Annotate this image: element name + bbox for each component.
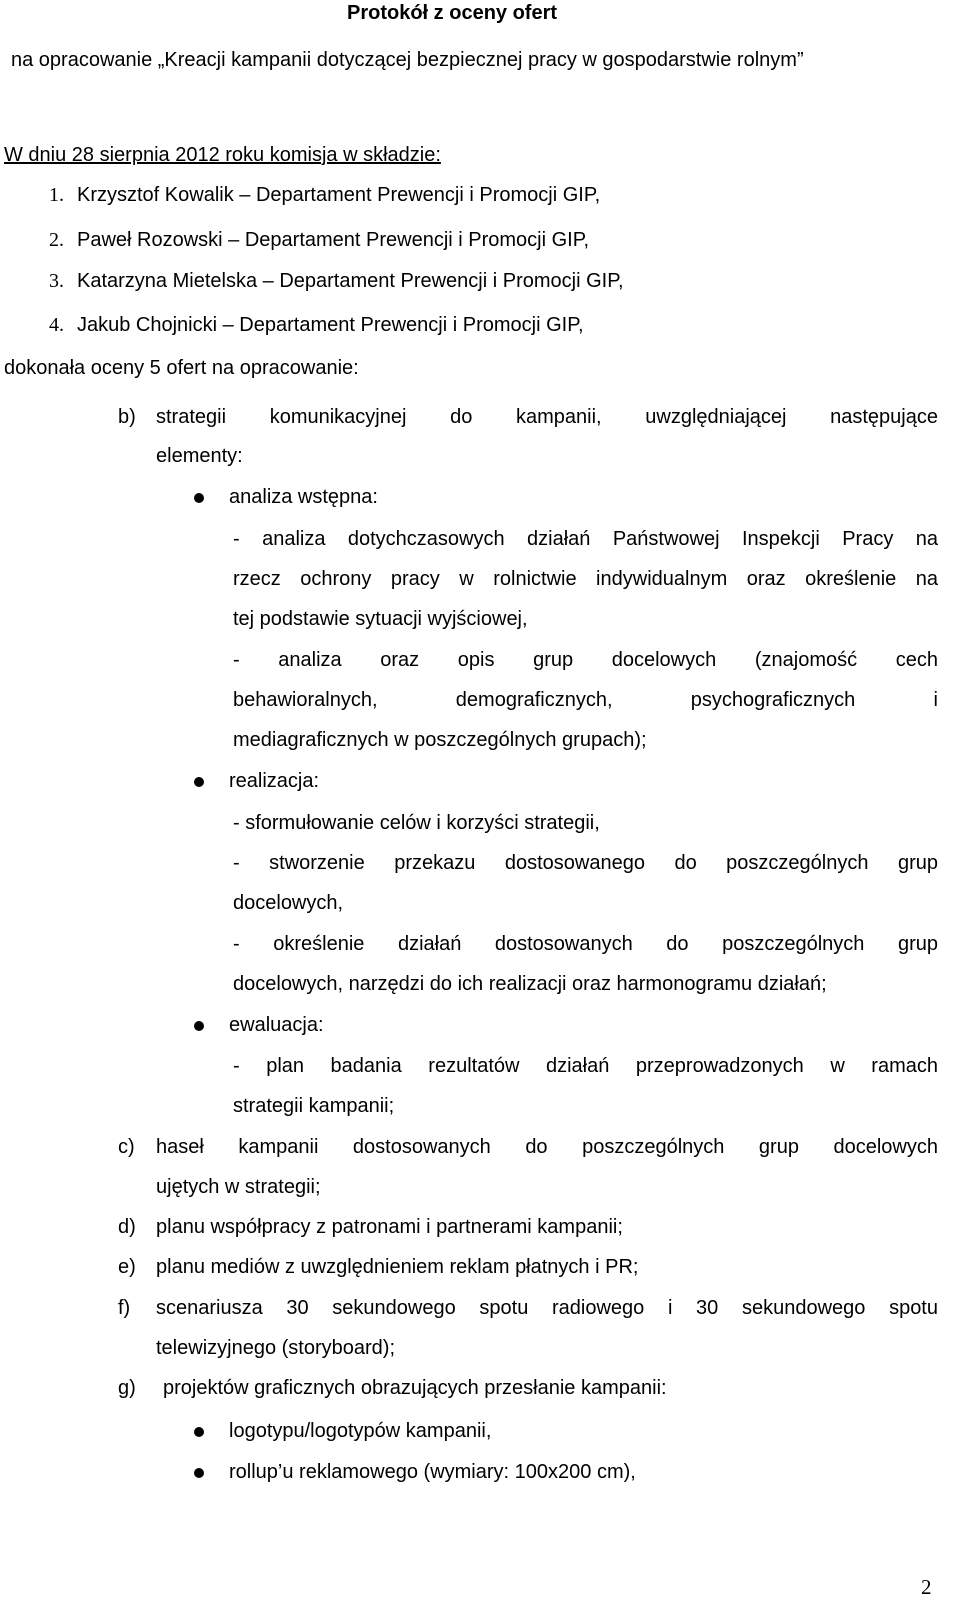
bullet-text-line: tej podstawie sytuacji wyjściowej, (233, 608, 528, 630)
document-subtitle: na opracowanie „Kreacji kampanii dotyczącej bezpiecznej pracy w gospodarstwie rolnym” (11, 49, 804, 71)
item-g-text: projektów graficznych obrazujących przesłanie kampanii: (163, 1377, 667, 1399)
bullet-icon (194, 1427, 204, 1437)
item-c-text: ujętych w strategii; (156, 1176, 321, 1198)
bullet-text-line: docelowych, (233, 892, 344, 914)
item-e-label: e) (118, 1256, 136, 1278)
item-b-label: b) (118, 406, 136, 428)
bullet-text-line: - stworzenie przekazu dostosowanego do poszczególnych grup (233, 852, 938, 874)
bullet-text-line: - plan badania rezultatów działań przeprowadzonych w ramach (233, 1055, 938, 1077)
bullet-text-line: strategii kampanii; (233, 1095, 395, 1117)
item-e-text: planu mediów z uwzględnieniem reklam płatnych i PR; (156, 1256, 639, 1278)
member-number: 4. (49, 314, 64, 336)
bullet-text-line: mediagraficznych w poszczególnych grupach); (233, 729, 647, 751)
bullet-text-line: - określenie działań dostosowanych do poszczególnych grup (233, 933, 938, 955)
committee-date-line: W dniu 28 sierpnia 2012 roku komisja w składzie: (4, 144, 441, 166)
member-item: Paweł Rozowski – Departament Prewencji i Promocji GIP, (77, 229, 590, 251)
bullet-text-line: - analiza dotychczasowych działań Państwowej Inspekcji Pracy na (233, 528, 938, 550)
member-number: 2. (49, 229, 64, 251)
member-number: 3. (49, 270, 64, 292)
page-number: 2 (921, 1575, 932, 1599)
member-item: Krzysztof Kowalik – Departament Prewencji i Promocji GIP, (77, 184, 601, 206)
item-f-text: scenariusza 30 sekundowego spotu radiowego i 30 sekundowego spotu (156, 1297, 938, 1319)
item-f-text: telewizyjnego (storyboard); (156, 1337, 395, 1359)
item-c-text: haseł kampanii dostosowanych do poszczególnych grup docelowych (156, 1136, 938, 1158)
bullet-text-line: docelowych, narzędzi do ich realizacji oraz harmonogramu działań; (233, 973, 827, 995)
item-d-label: d) (118, 1216, 136, 1238)
document-title: Protokół z oceny ofert (347, 2, 558, 24)
item-b-text: elementy: (156, 445, 243, 467)
bullet-text-line: rzecz ochrony pracy w rolnictwie indywidualnym oraz określenie na (233, 568, 938, 590)
bullet-icon (194, 493, 204, 503)
bullet-icon (194, 1468, 204, 1478)
bullet-icon (194, 1021, 204, 1031)
item-b-text: strategii komunikacyjnej do kampanii, uwzględniającej następujące (156, 406, 938, 428)
item-g-bullet: rollup’u reklamowego (wymiary: 100x200 cm), (229, 1461, 636, 1483)
bullet-heading: analiza wstępna: (229, 486, 378, 508)
evaluation-intro: dokonała oceny 5 ofert na opracowanie: (4, 357, 359, 379)
member-item: Katarzyna Mietelska – Departament Prewencji i Promocji GIP, (77, 270, 624, 292)
item-d-text: planu współpracy z patronami i partnerami kampanii; (156, 1216, 623, 1238)
item-g-label: g) (118, 1377, 136, 1399)
bullet-text-line: - analiza oraz opis grup docelowych (znajomość cech (233, 649, 938, 671)
bullet-heading: realizacja: (229, 770, 320, 792)
member-number: 1. (49, 184, 64, 206)
item-f-label: f) (118, 1297, 131, 1319)
bullet-text-line: behawioralnych, demograficznych, psychograficznych i (233, 689, 938, 711)
bullet-icon (194, 777, 204, 787)
bullet-text-line: - sformułowanie celów i korzyści strategii, (233, 812, 600, 834)
bullet-heading: ewaluacja: (229, 1014, 324, 1036)
item-g-bullet: logotypu/logotypów kampanii, (229, 1420, 492, 1442)
item-c-label: c) (118, 1136, 135, 1158)
member-item: Jakub Chojnicki – Departament Prewencji i Promocji GIP, (77, 314, 584, 336)
